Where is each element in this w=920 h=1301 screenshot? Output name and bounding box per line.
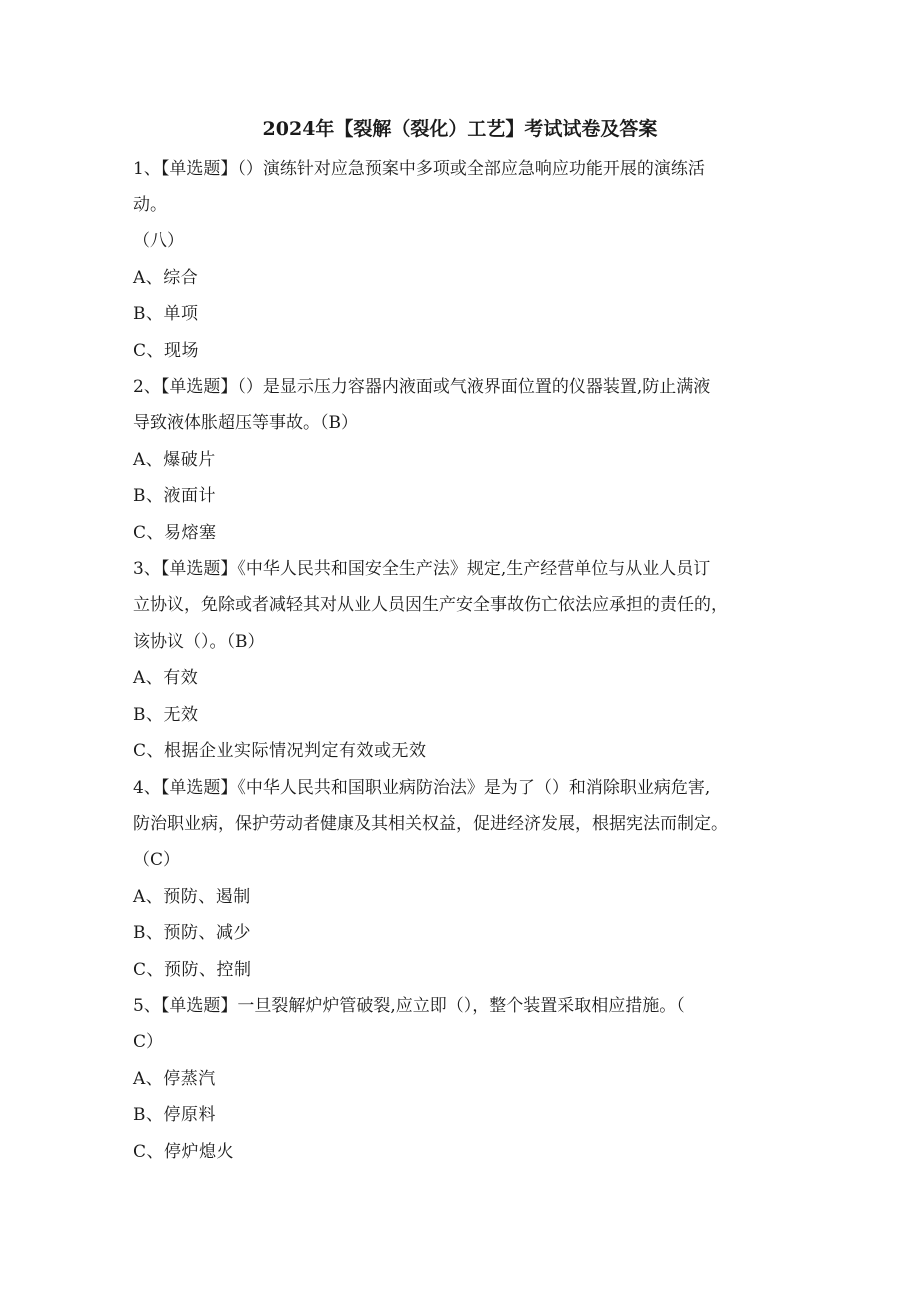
question-2-option-c: C、易熔塞 — [133, 523, 217, 543]
question-5-option-b: B、停原料 — [133, 1105, 216, 1125]
question-1-stem-line-2: 动。 — [133, 195, 167, 215]
question-4-stem-line-2: 防治职业病，保护劳动者健康及其相关权益，促进经济发展，根据宪法而制定。 — [133, 814, 728, 834]
question-1-option-c: C、现场 — [133, 341, 200, 361]
question-1-option-b: B、单项 — [133, 304, 199, 324]
question-2-stem-line-2: 导致液体胀超压等事故。（B） — [133, 413, 358, 433]
question-2-option-b: B、液面计 — [133, 486, 216, 506]
page-title: 2024年【裂解（裂化）工艺】考试试卷及答案 — [262, 118, 658, 140]
question-5-answer: C） — [133, 1032, 164, 1052]
question-4-option-c: C、预防、控制 — [133, 960, 252, 980]
question-2-stem-line-1: 2、【单选题】（）是显示压力容器内液面或气液界面位置的仪器装置,防止满液 — [133, 377, 711, 397]
question-2-option-a: A、爆破片 — [133, 450, 216, 470]
question-1-stem-line-1: 1、【单选题】（）演练针对应急预案中多项或全部应急响应功能开展的演练活 — [133, 159, 705, 179]
question-3-option-a: A、有效 — [133, 668, 199, 688]
question-5-option-a: A、停蒸汽 — [133, 1069, 216, 1089]
question-5-option-c: C、停炉熄火 — [133, 1142, 235, 1162]
question-1-answer: （八） — [133, 231, 184, 251]
question-3-stem-line-2: 立协议，免除或者减轻其对从业人员因生产安全事故伤亡依法应承担的责任的， — [133, 595, 728, 615]
question-4-answer: （C） — [133, 850, 181, 870]
question-4-option-b: B、预防、减少 — [133, 923, 251, 943]
question-3-stem-line-3: 该协议（）。（B） — [133, 632, 265, 652]
question-3-stem-line-1: 3、【单选题】《中华人民共和国安全生产法》规定,生产经营单位与从业人员订 — [133, 559, 711, 579]
question-5-stem-line-1: 5、【单选题】一旦裂解炉炉管破裂,应立即（），整个装置采取相应措施。（ — [133, 996, 685, 1016]
question-3-option-c: C、根据企业实际情况判定有效或无效 — [133, 741, 427, 761]
question-4-stem-line-1: 4、【单选题】《中华人民共和国职业病防治法》是为了（）和消除职业病危害, — [133, 778, 711, 798]
question-1-option-a: A、综合 — [133, 268, 199, 288]
question-4-option-a: A、预防、遏制 — [133, 887, 251, 907]
question-3-option-b: B、无效 — [133, 705, 199, 725]
